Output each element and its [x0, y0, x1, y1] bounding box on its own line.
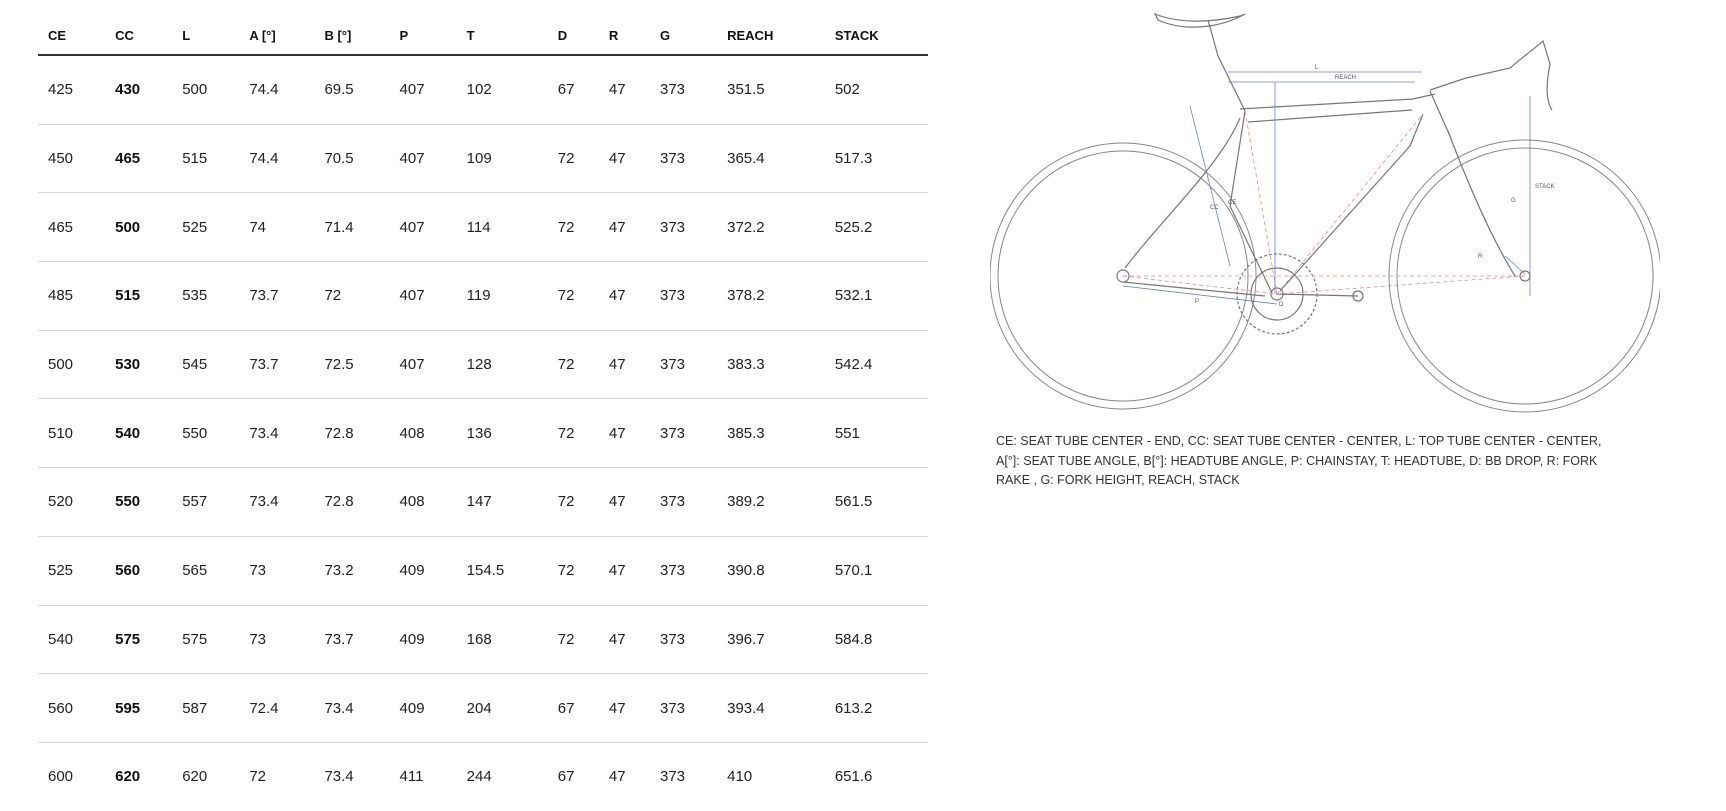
cell-cc: 595 — [105, 674, 172, 743]
cell-reach: 372.2 — [717, 193, 825, 262]
cell-p: 411 — [399, 768, 424, 786]
cell-cc: 620 — [115, 768, 141, 786]
table-header-row — [38, 16, 928, 55]
column-header-b: B [°] — [314, 16, 389, 55]
cell-cc: 550 — [105, 468, 172, 537]
cell-g: 373 — [650, 399, 717, 468]
column-header-l: L — [172, 16, 239, 55]
cell-d: 72 — [548, 536, 599, 605]
cell-d: 72 — [548, 124, 599, 193]
cell-d: 72 — [548, 399, 599, 468]
cell-reach: 383.3 — [717, 330, 825, 399]
cell-b: 71.4 — [314, 193, 389, 262]
cell-p: 407 — [390, 55, 457, 124]
cell-d: 67 — [548, 55, 599, 124]
cell-l: 515 — [172, 124, 239, 193]
cell-p: 408 — [390, 399, 457, 468]
dimension-lines — [1123, 72, 1530, 304]
cell-g: 373 — [650, 468, 717, 537]
cell-t: 136 — [457, 399, 548, 468]
cell-t: 147 — [457, 468, 548, 537]
cell-a: 73.7 — [239, 330, 314, 399]
cell-stack: 551 — [825, 399, 928, 468]
seat-stay — [1125, 118, 1240, 268]
cell-g: 373 — [650, 262, 717, 331]
cell-g: 373 — [650, 605, 717, 674]
cell-a: 74.4 — [239, 124, 314, 193]
column-header-ce: CE — [38, 16, 105, 55]
cell-r: 47 — [599, 124, 650, 193]
cell-t: 119 — [457, 262, 548, 331]
cell-p: 407 — [390, 262, 457, 331]
cell-b: 72.8 — [314, 468, 389, 537]
cell-ce: 520 — [38, 468, 105, 537]
cell-l: 545 — [172, 330, 239, 399]
top-tube — [1240, 94, 1435, 109]
cell-r: 47 — [599, 399, 650, 468]
cell-d: 72 — [548, 468, 599, 537]
cell-b: 72.5 — [314, 330, 389, 399]
cell-stack: 613.2 — [825, 674, 928, 743]
cell-l: 587 — [172, 674, 239, 743]
cell-a: 74 — [239, 193, 314, 262]
cell-l: 525 — [172, 193, 239, 262]
cell-p: 407 — [390, 330, 457, 399]
cell-stack: 561.5 — [825, 468, 928, 537]
cell-a: 72.4 — [239, 674, 314, 743]
cell-d: 72 — [548, 605, 599, 674]
cell-b: 73.4 — [324, 768, 354, 786]
cell-t: 154.5 — [457, 536, 548, 605]
cell-l: 535 — [172, 262, 239, 331]
table-row — [38, 468, 928, 537]
cell-l: 550 — [172, 399, 239, 468]
head-tube — [1430, 91, 1450, 136]
cell-ce: 450 — [38, 124, 105, 193]
column-header-r: R — [599, 16, 650, 55]
cell-cc: 530 — [105, 330, 172, 399]
cell-a: 73.7 — [239, 262, 314, 331]
label-stack: STACK — [1535, 184, 1555, 190]
cell-a: 73.4 — [239, 468, 314, 537]
cell-a: 72 — [249, 768, 267, 786]
cell-b: 73.4 — [314, 674, 389, 743]
cell-g: 373 — [650, 55, 717, 124]
cell-a: 74.4 — [239, 55, 314, 124]
cell-stack: 584.8 — [825, 605, 928, 674]
cell-p: 408 — [390, 468, 457, 537]
column-header-cc: CC — [105, 16, 172, 55]
table-row — [38, 55, 928, 124]
cell-d: 67 — [557, 768, 575, 786]
cell-t: 128 — [457, 330, 548, 399]
cell-p: 409 — [390, 536, 457, 605]
cell-g: 373 — [660, 768, 686, 786]
label-reach: REACH — [1335, 75, 1357, 81]
cell-l: 565 — [172, 536, 239, 605]
label-r: R — [1478, 254, 1483, 260]
cell-a: 73 — [239, 536, 314, 605]
cell-stack: 502 — [825, 55, 928, 124]
cell-stack: 517.3 — [825, 124, 928, 193]
table-body — [38, 55, 928, 811]
geometry-legend-caption: CE: SEAT TUBE CENTER - END, CC: SEAT TUBE CENTER - CENTER, L: TOP TUBE CENTER - CENTER, A[°]: SEAT TUBE ANGLE, B[°]: HEADTUBE ANGLE, P: CHAINSTAY, T: HEADTUBE, D: BB DROP, R: FORK RAKE , G: FORK HEIGHT, REACH, STACK — [996, 434, 1602, 487]
cell-r: 47 — [608, 768, 626, 786]
table-row — [38, 330, 928, 399]
cell-reach: 396.7 — [717, 605, 825, 674]
cell-reach: 365.4 — [717, 124, 825, 193]
cell-ce: 465 — [38, 193, 105, 262]
table-row — [38, 193, 928, 262]
table-row — [38, 674, 928, 743]
cell-g: 373 — [650, 330, 717, 399]
saddle — [1155, 14, 1245, 27]
cell-ce: 425 — [38, 55, 105, 124]
cell-cc: 540 — [105, 399, 172, 468]
cell-r: 47 — [599, 605, 650, 674]
table-row — [38, 536, 928, 605]
cell-p: 409 — [390, 674, 457, 743]
cell-reach: 385.3 — [717, 399, 825, 468]
table-row — [38, 262, 928, 331]
column-header-p: P — [390, 16, 457, 55]
cell-reach: 390.8 — [717, 536, 825, 605]
cell-g: 373 — [650, 536, 717, 605]
column-header-d: D — [548, 16, 599, 55]
cell-r: 47 — [599, 55, 650, 124]
reference-lines — [1123, 111, 1525, 294]
column-header-t: T — [457, 16, 548, 55]
table-row — [38, 399, 928, 468]
cell-stack: 525.2 — [825, 193, 928, 262]
cell-g: 373 — [650, 124, 717, 193]
cell-ce: 500 — [38, 330, 105, 399]
cell-t: 109 — [457, 124, 548, 193]
cell-r: 47 — [599, 262, 650, 331]
label-cc: CC — [1210, 205, 1219, 211]
cell-l: 620 — [182, 768, 208, 786]
cell-l: 557 — [172, 468, 239, 537]
cell-b: 72.8 — [314, 399, 389, 468]
chainring — [1117, 254, 1530, 334]
bike-geometry-drawing — [990, 6, 1660, 416]
cell-r: 47 — [599, 330, 650, 399]
column-header-stack: STACK — [825, 16, 928, 55]
cell-l: 500 — [172, 55, 239, 124]
label-ce: CE — [1228, 200, 1237, 206]
cell-b: 73.7 — [314, 605, 389, 674]
cell-r: 47 — [599, 536, 650, 605]
cell-reach: 378.2 — [717, 262, 825, 331]
cell-d: 72 — [548, 330, 599, 399]
cell-cc: 575 — [105, 605, 172, 674]
label-l: L — [1315, 65, 1319, 71]
cell-cc: 560 — [105, 536, 172, 605]
column-header-reach: REACH — [717, 16, 825, 55]
top-tube-lower — [1248, 110, 1412, 122]
cell-ce: 540 — [38, 605, 105, 674]
cell-b: 70.5 — [314, 124, 389, 193]
cell-stack: 570.1 — [825, 536, 928, 605]
cell-l: 575 — [172, 605, 239, 674]
seat-post — [1208, 20, 1245, 111]
cell-p: 409 — [390, 605, 457, 674]
cell-reach: 410 — [727, 768, 753, 786]
handlebar — [1466, 41, 1552, 110]
cell-t: 244 — [466, 768, 492, 786]
cell-d: 72 — [548, 262, 599, 331]
cell-ce: 510 — [38, 399, 105, 468]
cell-cc: 515 — [105, 262, 172, 331]
label-g: G — [1511, 198, 1516, 204]
cell-ce: 560 — [38, 674, 105, 743]
stem — [1430, 78, 1466, 90]
cell-t: 168 — [457, 605, 548, 674]
cell-cc: 500 — [105, 193, 172, 262]
cell-g: 373 — [650, 193, 717, 262]
table-row — [38, 605, 928, 674]
cell-p: 407 — [390, 193, 457, 262]
cell-ce: 525 — [38, 536, 105, 605]
cell-r: 47 — [599, 674, 650, 743]
cell-b: 73.2 — [314, 536, 389, 605]
cell-cc: 465 — [105, 124, 172, 193]
column-header-g: G — [650, 16, 717, 55]
label-p: P — [1195, 299, 1200, 305]
cell-d: 72 — [548, 193, 599, 262]
cell-cc: 430 — [105, 55, 172, 124]
cell-stack: 651.6 — [834, 768, 873, 786]
cell-d: 67 — [548, 674, 599, 743]
cell-stack: 532.1 — [825, 262, 928, 331]
cell-t: 204 — [457, 674, 548, 743]
cell-r: 47 — [599, 468, 650, 537]
cell-ce: 485 — [38, 262, 105, 331]
column-header-a: A [°] — [239, 16, 314, 55]
cell-a: 73 — [239, 605, 314, 674]
geometry-table — [38, 16, 928, 811]
table-row — [38, 742, 928, 810]
cell-b: 72 — [314, 262, 389, 331]
cell-a: 73.4 — [239, 399, 314, 468]
cell-g: 373 — [650, 674, 717, 743]
table-row — [38, 124, 928, 193]
cell-reach: 389.2 — [717, 468, 825, 537]
cell-b: 69.5 — [314, 55, 389, 124]
cell-t: 102 — [457, 55, 548, 124]
label-d: D — [1279, 302, 1284, 308]
cell-r: 47 — [599, 193, 650, 262]
cell-reach: 393.4 — [717, 674, 825, 743]
cell-p: 407 — [390, 124, 457, 193]
cell-ce: 600 — [48, 768, 74, 786]
cell-t: 114 — [457, 193, 548, 262]
cell-reach: 351.5 — [717, 55, 825, 124]
cell-stack: 542.4 — [825, 330, 928, 399]
